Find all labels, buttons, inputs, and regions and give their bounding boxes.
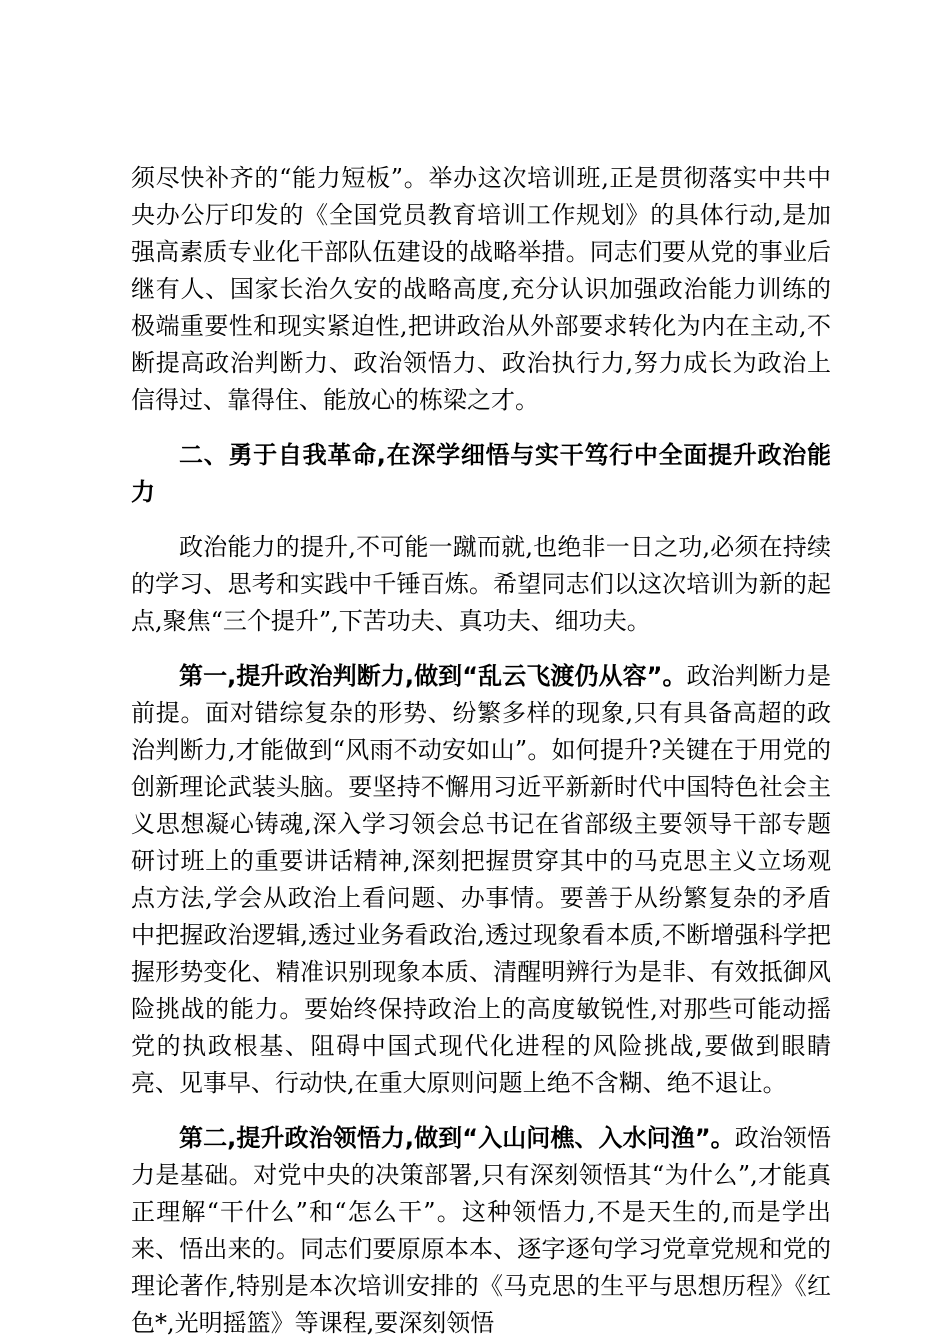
paragraph-2: 政治能力的提升,不可能一蹴而就,也绝非一日之功,必须在持续的学习、思考和实践中千锤百炼。希望同志们以这次培训为新的起点,聚焦“三个提升”,下苦功夫、真功夫、细功夫。 <box>131 533 831 635</box>
section-heading-2: 二、勇于自我革命,在深学细悟与实干笃行中全面提升政治能力 <box>131 441 831 506</box>
paragraph-4 <box>131 1120 831 1342</box>
document-page <box>131 160 831 1342</box>
paragraph-3-body: 政治判断力是前提。面对错综复杂的形势、纷繁多样的现象,只有具备高超的政治判断力,才能做到“风雨不动安如山”。如何提升?关键在于用党的创新理论武装头脑。要坚持不懈用习近平新新时代中国特色社会主义思想凝心铸魂,深入学习领会总书记在省部级主要领导干部专题研讨班上的重要讲话精神,深刻把握贯穿其中的马克思主义立场观点方法,学会从政治上看问题、办事情。要善于从纷繁复杂的矛盾中把握政治逻辑,透过业务看政治,透过现象看本质,不断增强科学把握形势变化、精准识别现象本质、清醒明辨行为是非、有效抵御风险挑战的能力。要始终保持政治上的高度敏锐性,对那些可能动摇党的执政根基、阻碍中国式现代化进程的风险挑战,要做到眼睛亮、见事早、行动快,在重大原则问题上绝不含糊、绝不退让。 <box>131 662 832 1097</box>
paragraph-4-body: 政治领悟力是基础。对党中央的决策部署,只有深刻领悟其“为什么”,才能真正理解“干什么”和“怎么干”。这种领悟力,不是天生的,而是学出来、悟出来的。同志们要原原本本、逐字逐句学习党章党规和党的理论著作,特别是本次培训安排的《马克思的生平与思想历程》《红色*,光明摇篮》等课程,要深刻领悟 <box>131 1124 832 1337</box>
paragraph-1: 须尽快补齐的“能力短板”。举办这次培训班,正是贯彻落实中共中央办公厅印发的《全国党员教育培训工作规划》的具体行动,是加强高素质专业化干部队伍建设的战略举措。同志们要从党的事业后继有人、国家长治久安的战略高度,充分认识加强政治能力训练的极端重要性和现实紧迫性,把讲政治从外部要求转化为内在主动,不断提高政治判断力、政治领悟力、政治执行力,努力成长为政治上信得过、靠得住、能放心的栋梁之才。 <box>131 164 831 414</box>
paragraph-3 <box>131 658 831 1102</box>
paragraph-3-lead: 第一,提升政治判断力,做到“乱云飞渡仍从容”。 <box>179 662 687 690</box>
paragraph-4-lead: 第二,提升政治领悟力,做到“入山问樵、入水问渔”。 <box>179 1124 735 1152</box>
